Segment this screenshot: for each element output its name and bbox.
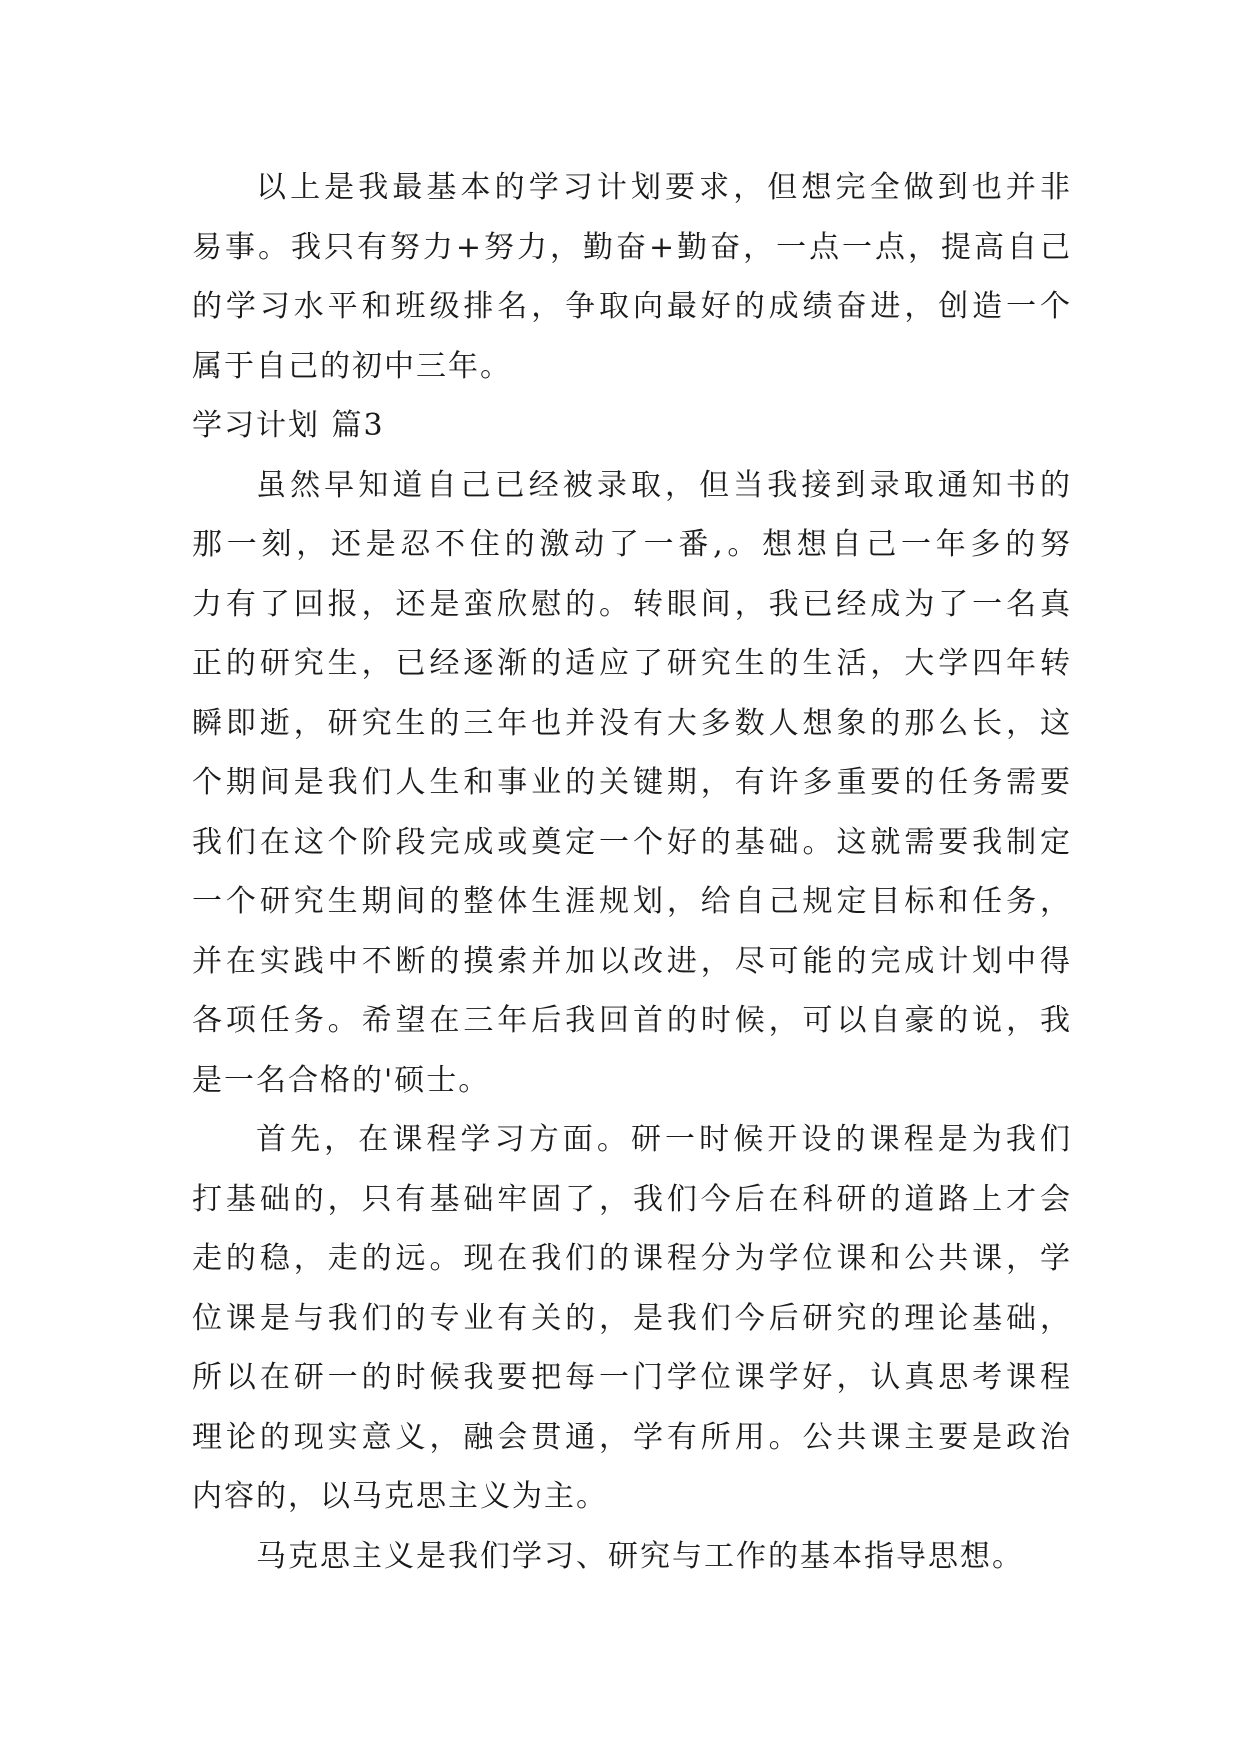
text-line: 以上是我最基本的学习计划要求，但想完全做到也并非 — [256, 170, 1072, 205]
text-line: 我们在这个阶段完成或奠定一个好的基础。这就需要我制定 — [192, 824, 1072, 860]
text-line: 学习计划 篇3 — [192, 408, 385, 443]
text-line: 瞬即逝，研究生的三年也并没有大多数人想象的那么长，这 — [192, 705, 1072, 741]
text-line: 内容的，以马克思主义为主。 — [192, 1479, 608, 1514]
text-line: 是一名合格的'硕士。 — [192, 1062, 491, 1098]
text-line: 马克思主义是我们学习、研究与工作的基本指导思想。 — [256, 1538, 1024, 1574]
text-line: 易事。我只有努力+努力，勤奋+勤奋，一点一点，提高自己 — [192, 229, 1072, 265]
text-line: 正的研究生，已经逐渐的适应了研究生的生活，大学四年转 — [192, 646, 1072, 681]
section-heading — [192, 396, 1072, 456]
text-line: 个期间是我们人生和事业的关键期，有许多重要的任务需要 — [192, 765, 1072, 800]
paragraph — [192, 158, 1072, 396]
text-line: 一个研究生期间的整体生涯规划，给自己规定目标和任务， — [192, 884, 1072, 919]
text-line: 各项任务。希望在三年后我回首的时候，可以自豪的说，我 — [192, 1003, 1072, 1038]
text-line: 力有了回报，还是蛮欣慰的。转眼间，我已经成为了一名真 — [192, 586, 1072, 622]
text-line: 那一刻，还是忍不住的激动了一番,。想想自己一年多的努 — [192, 527, 1072, 562]
text-line: 的学习水平和班级排名，争取向最好的成绩奋进，创造一个 — [192, 289, 1072, 324]
paragraph — [192, 456, 1072, 1111]
text-line: 位课是与我们的专业有关的，是我们今后研究的理论基础， — [192, 1300, 1072, 1336]
text-line: 走的稳，走的远。现在我们的课程分为学位课和公共课，学 — [192, 1241, 1072, 1276]
text-line: 理论的现实意义，融会贯通，学有所用。公共课主要是政治 — [192, 1419, 1072, 1455]
text-line: 所以在研一的时候我要把每一门学位课学好，认真思考课程 — [192, 1360, 1072, 1395]
text-line: 属于自己的初中三年。 — [192, 348, 512, 384]
paragraph — [192, 1527, 1072, 1587]
paragraph — [192, 1110, 1072, 1527]
text-line: 打基础的，只有基础牢固了，我们今后在科研的道路上才会 — [192, 1181, 1072, 1217]
text-line: 虽然早知道自己已经被录取，但当我接到录取通知书的 — [256, 467, 1072, 503]
text-line: 首先，在课程学习方面。研一时候开设的课程是为我们 — [256, 1122, 1072, 1157]
document-body — [192, 158, 1072, 1586]
text-line: 并在实践中不断的摸索并加以改进，尽可能的完成计划中得 — [192, 943, 1072, 979]
